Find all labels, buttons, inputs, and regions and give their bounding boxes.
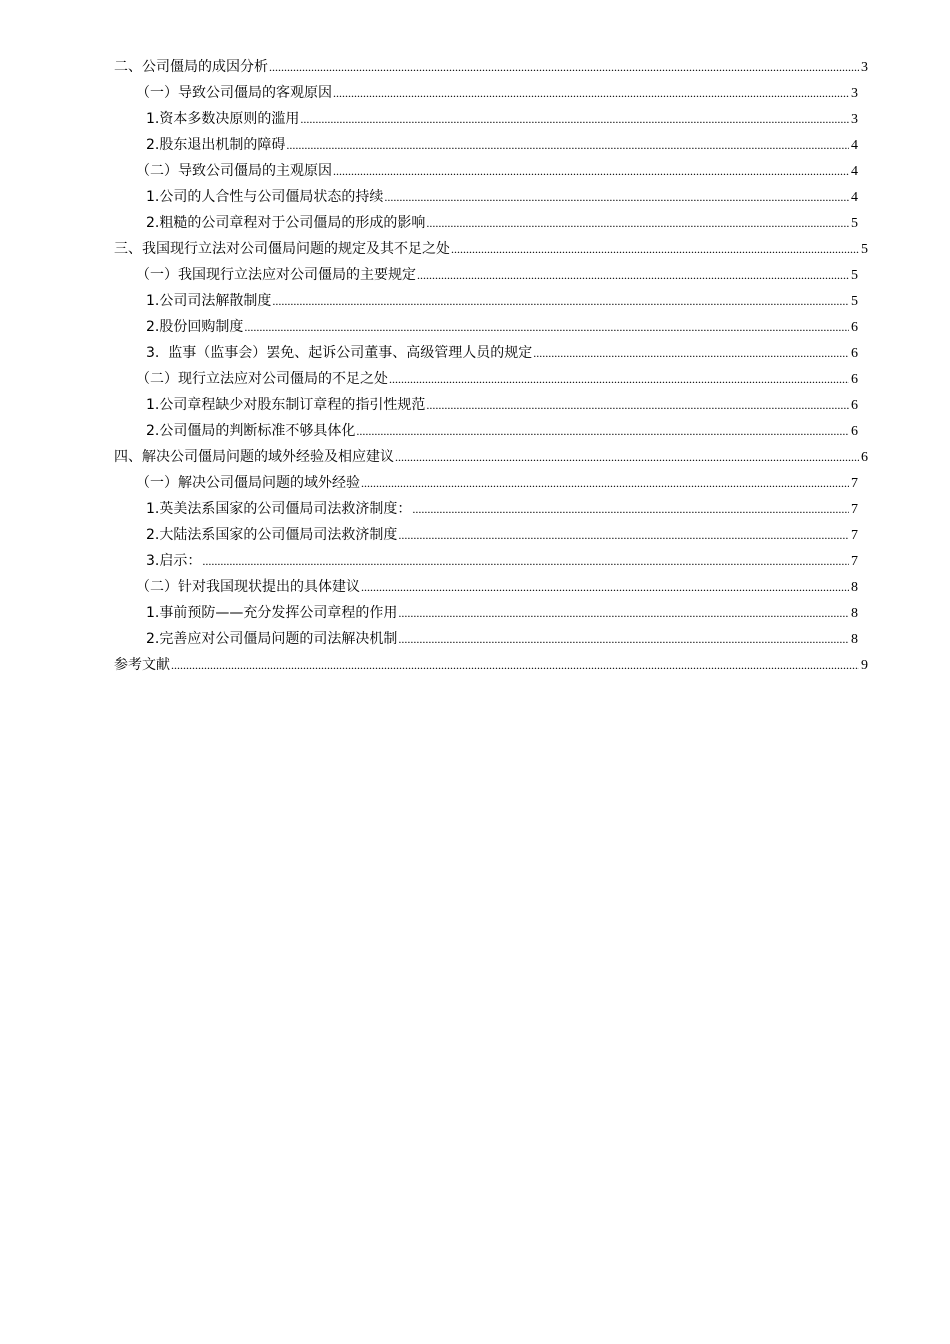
toc-dot-leader: [451, 236, 859, 262]
toc-entry-page: 3: [851, 86, 858, 101]
toc-entry[interactable]: [114, 158, 868, 184]
toc-entry-title: 2.股东退出机制的障碍: [146, 137, 286, 153]
toc-dot-leader: [533, 340, 849, 366]
toc-entry-title: 1.公司司法解散制度: [146, 293, 272, 309]
toc-entry[interactable]: [114, 314, 868, 340]
toc-entry-page: 8: [851, 580, 858, 595]
toc-entry-title: 2.股份回购制度: [146, 319, 244, 335]
table-of-contents: [114, 54, 868, 678]
toc-entry-page: 8: [851, 632, 858, 647]
toc-entry[interactable]: [114, 418, 868, 444]
toc-entry-title: （一）解决公司僵局问题的域外经验: [136, 475, 360, 491]
toc-entry-page: 6: [851, 320, 858, 335]
toc-entry[interactable]: [114, 600, 868, 626]
toc-entry-page: 9: [861, 658, 868, 673]
toc-dot-leader: [300, 106, 849, 132]
toc-entry[interactable]: [114, 574, 868, 600]
toc-entry-page: 5: [861, 242, 868, 257]
toc-entry-page: 5: [851, 216, 858, 231]
toc-dot-leader: [269, 54, 859, 80]
toc-entry-title: 1.资本多数决原则的滥用: [146, 111, 300, 127]
toc-entry-title: 参考文献: [114, 657, 170, 673]
toc-entry-page: 6: [851, 424, 858, 439]
toc-entry[interactable]: [114, 470, 868, 496]
toc-entry-title: 2.粗糙的公司章程对于公司僵局的形成的影响: [146, 215, 426, 231]
toc-dot-leader: [395, 444, 859, 470]
toc-dot-leader: [202, 548, 849, 574]
toc-entry-page: 3: [851, 112, 858, 127]
toc-dot-leader: [286, 132, 849, 158]
toc-entry-title: 1.公司的人合性与公司僵局状态的持续: [146, 189, 384, 205]
toc-entry-title: （一）导致公司僵局的客观原因: [136, 85, 332, 101]
toc-dot-leader: [356, 418, 849, 444]
toc-dot-leader: [398, 600, 849, 626]
toc-entry-page: 4: [851, 190, 858, 205]
toc-dot-leader: [361, 574, 849, 600]
toc-entry[interactable]: [114, 184, 868, 210]
toc-entry[interactable]: [114, 366, 868, 392]
toc-entry-title: （二）针对我国现状提出的具体建议: [136, 579, 360, 595]
toc-entry-page: 6: [861, 450, 868, 465]
toc-entry-title: 1.公司章程缺少对股东制订章程的指引性规范: [146, 397, 426, 413]
toc-entry-page: 7: [851, 528, 858, 543]
toc-entry[interactable]: [114, 80, 868, 106]
toc-entry-title: 2.完善应对公司僵局问题的司法解决机制: [146, 631, 398, 647]
toc-entry-page: 5: [851, 294, 858, 309]
toc-dot-leader: [384, 184, 849, 210]
toc-entry[interactable]: [114, 392, 868, 418]
toc-entry-title: 2.大陆法系国家的公司僵局司法救济制度: [146, 527, 398, 543]
toc-entry-title: 四、解决公司僵局问题的域外经验及相应建议: [114, 449, 394, 465]
toc-entry[interactable]: [114, 262, 868, 288]
toc-entry[interactable]: [114, 548, 868, 574]
toc-dot-leader: [426, 210, 849, 236]
toc-entry[interactable]: [114, 288, 868, 314]
toc-entry[interactable]: [114, 106, 868, 132]
toc-entry-title: 二、公司僵局的成因分析: [114, 59, 268, 75]
toc-entry[interactable]: [114, 652, 868, 678]
toc-entry-title: 3. 监事（监事会）罢免、起诉公司董事、高级管理人员的规定: [146, 345, 533, 361]
toc-entry-page: 6: [851, 398, 858, 413]
toc-entry-page: 7: [851, 502, 858, 517]
toc-entry[interactable]: [114, 210, 868, 236]
toc-dot-leader: [398, 522, 849, 548]
toc-entry[interactable]: [114, 236, 868, 262]
toc-dot-leader: [361, 470, 849, 496]
toc-dot-leader: [426, 392, 849, 418]
toc-dot-leader: [171, 652, 859, 678]
toc-entry[interactable]: [114, 496, 868, 522]
toc-dot-leader: [417, 262, 849, 288]
toc-entry-page: 4: [851, 164, 858, 179]
toc-dot-leader: [398, 626, 849, 652]
toc-entry-page: 8: [851, 606, 858, 621]
toc-entry[interactable]: [114, 522, 868, 548]
toc-entry-page: 3: [861, 60, 868, 75]
toc-entry[interactable]: [114, 132, 868, 158]
toc-entry-title: （一）我国现行立法应对公司僵局的主要规定: [136, 267, 416, 283]
toc-dot-leader: [389, 366, 849, 392]
toc-entry-title: 2.公司僵局的判断标准不够具体化: [146, 423, 356, 439]
toc-entry-page: 6: [851, 346, 858, 361]
toc-dot-leader: [333, 80, 849, 106]
toc-entry[interactable]: [114, 444, 868, 470]
toc-entry-page: 4: [851, 138, 858, 153]
toc-dot-leader: [412, 496, 849, 522]
toc-entry-title: 1.英美法系国家的公司僵局司法救济制度：: [146, 501, 412, 517]
toc-entry[interactable]: [114, 340, 868, 366]
toc-entry[interactable]: [114, 54, 868, 80]
toc-entry-title: 三、我国现行立法对公司僵局问题的规定及其不足之处: [114, 241, 450, 257]
toc-dot-leader: [333, 158, 849, 184]
toc-entry-page: 5: [851, 268, 858, 283]
toc-entry-page: 6: [851, 372, 858, 387]
toc-entry-page: 7: [851, 476, 858, 491]
toc-entry-title: （二）现行立法应对公司僵局的不足之处: [136, 371, 388, 387]
toc-dot-leader: [272, 288, 849, 314]
toc-entry-title: （二）导致公司僵局的主观原因: [136, 163, 332, 179]
toc-entry-title: 3.启示：: [146, 553, 202, 569]
toc-entry-page: 7: [851, 554, 858, 569]
toc-dot-leader: [244, 314, 849, 340]
toc-entry[interactable]: [114, 626, 868, 652]
toc-entry-title: 1.事前预防——充分发挥公司章程的作用: [146, 605, 398, 621]
